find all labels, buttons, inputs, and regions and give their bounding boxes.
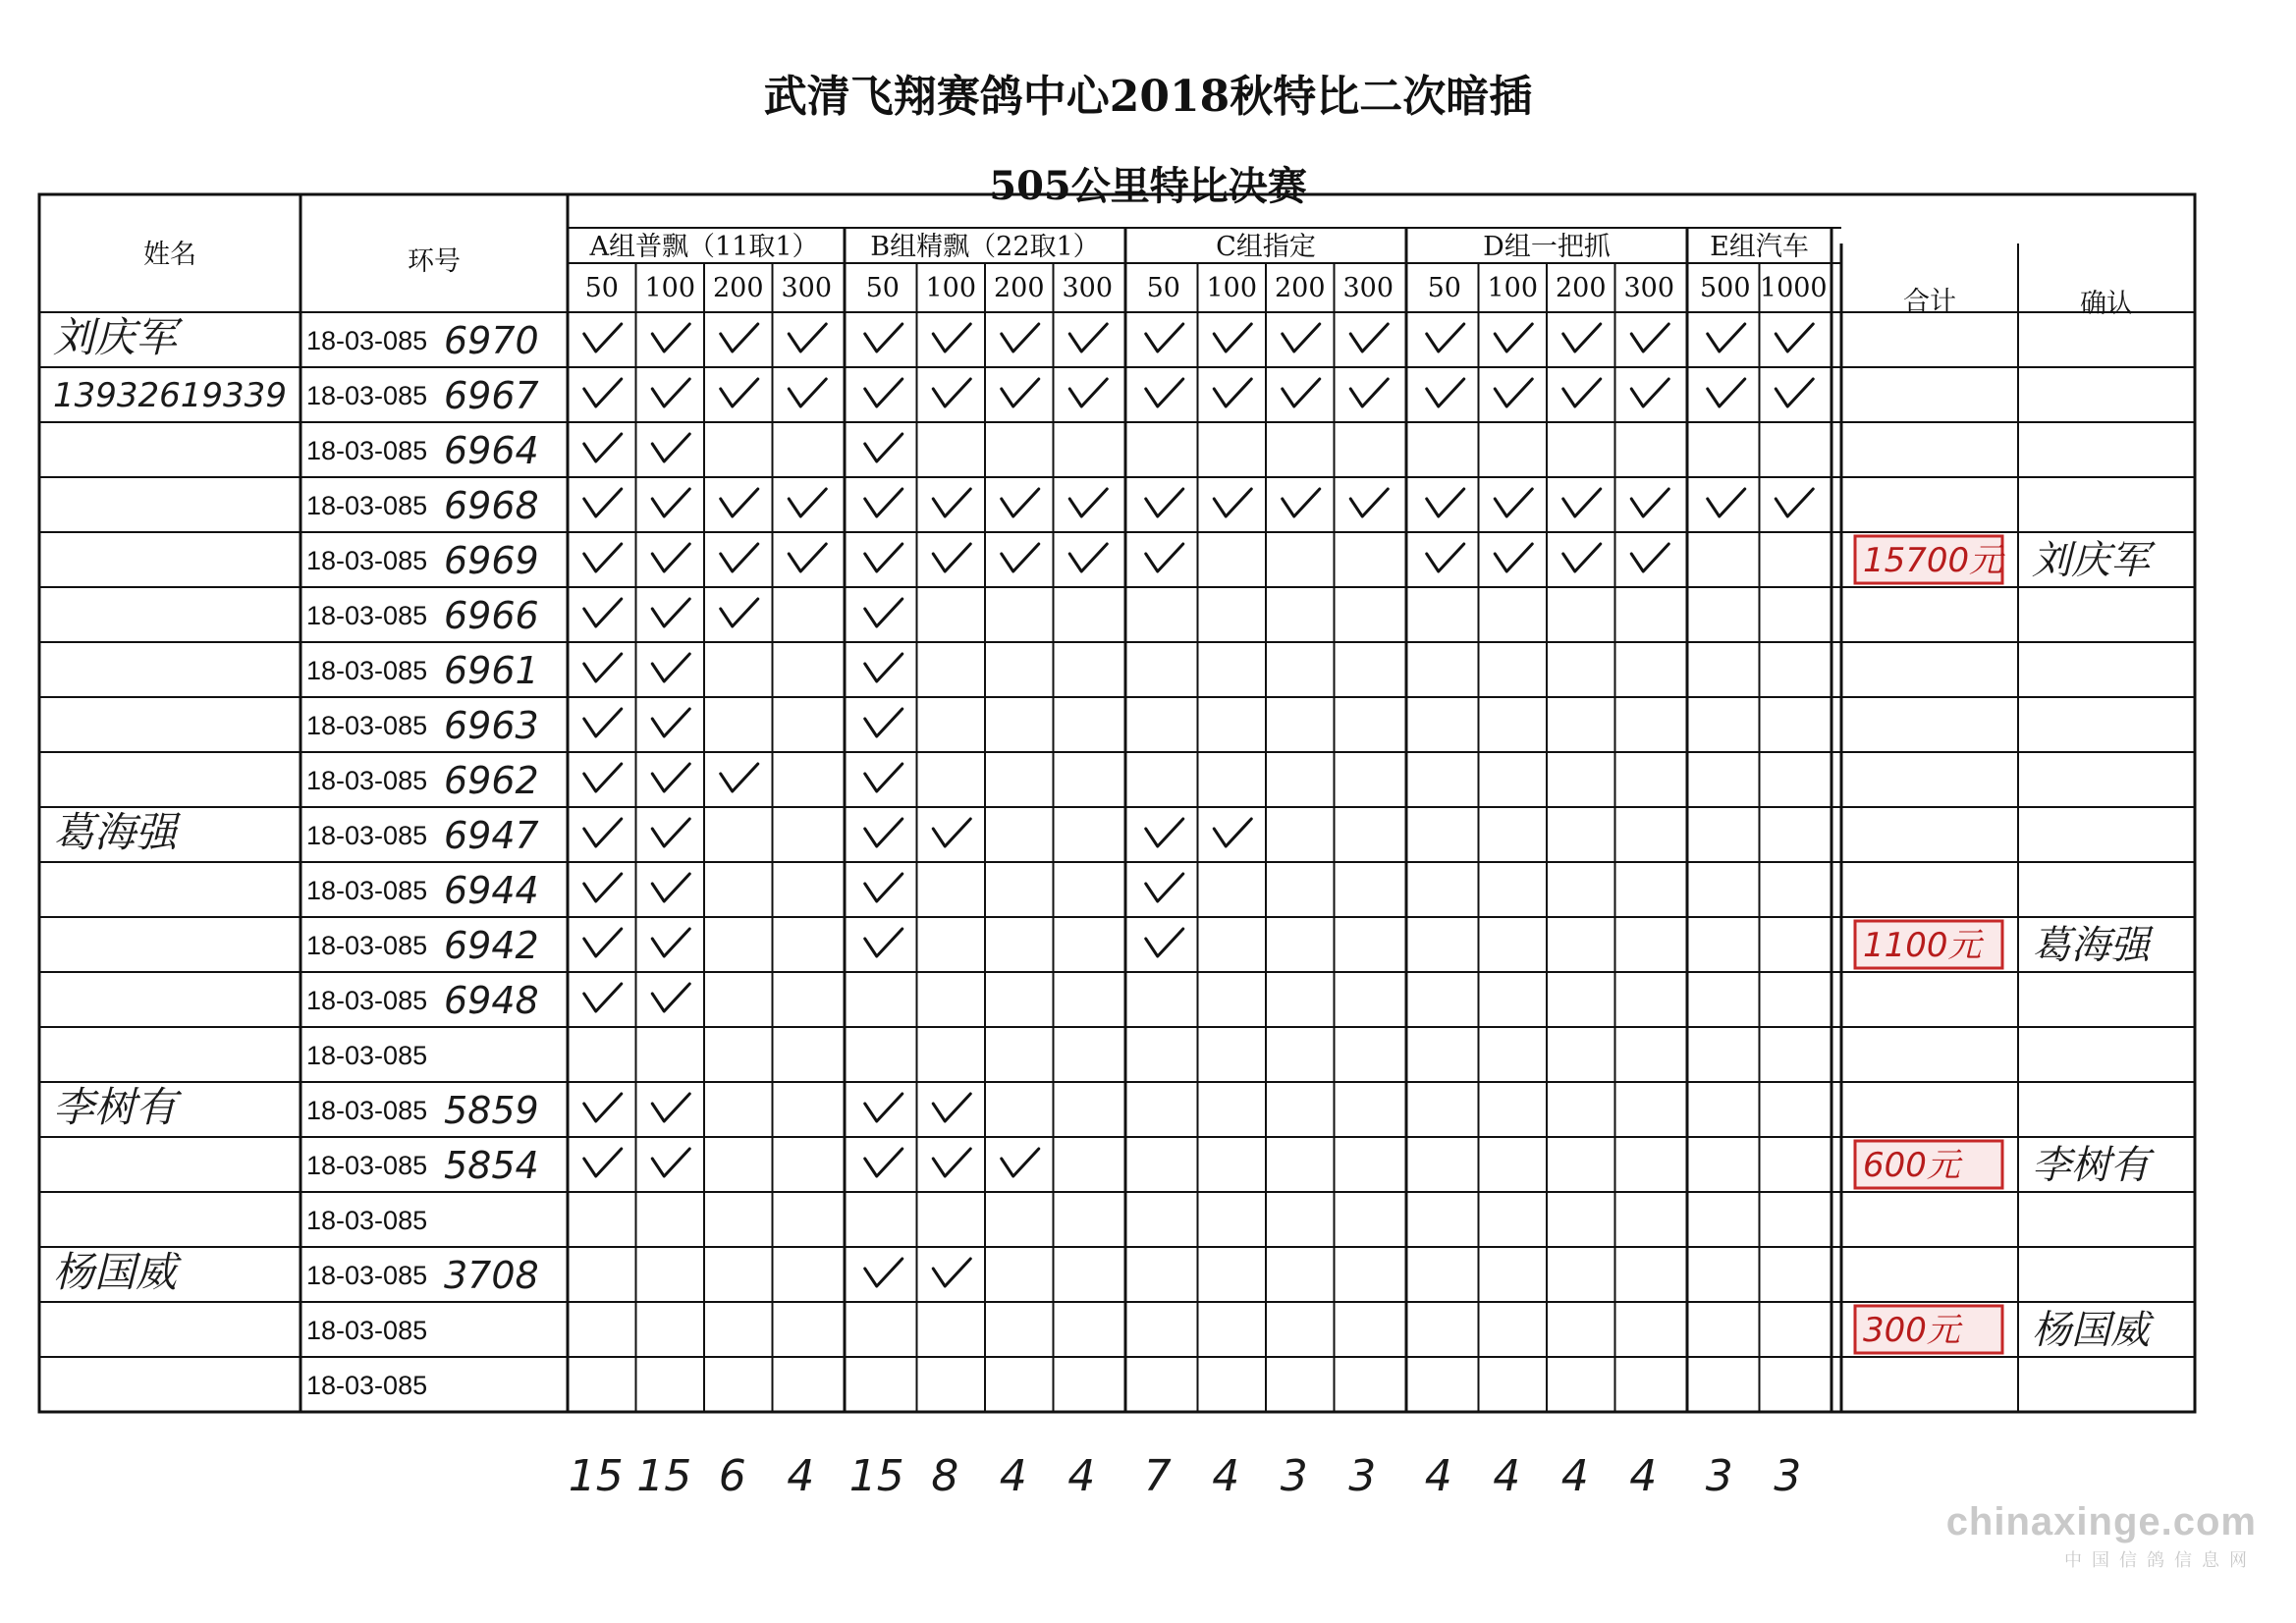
sub-header-50: 50 xyxy=(1146,273,1180,303)
check-mark xyxy=(933,1259,970,1286)
check-mark xyxy=(721,324,758,352)
table-row xyxy=(306,704,902,747)
sub-header-100: 100 xyxy=(1206,273,1258,303)
check-mark xyxy=(584,544,622,571)
column-count: 4 xyxy=(1560,1451,1589,1501)
check-mark xyxy=(1146,874,1183,901)
check-mark xyxy=(865,654,902,681)
sub-header-100: 100 xyxy=(925,273,977,303)
check-mark xyxy=(652,764,689,791)
ring-suffix: 6948 xyxy=(444,979,539,1022)
check-mark xyxy=(652,599,689,626)
table-row xyxy=(306,1144,1039,1187)
check-mark xyxy=(865,1149,902,1176)
header-ring: 环号 xyxy=(408,246,461,277)
check-mark xyxy=(933,819,970,846)
check-mark xyxy=(652,819,689,846)
ring-prefix: 18-03-085 xyxy=(306,1261,428,1290)
check-mark xyxy=(933,324,970,352)
check-mark xyxy=(1069,544,1107,571)
ring-suffix: 6962 xyxy=(444,759,539,802)
check-mark xyxy=(652,434,689,461)
payout-amount: 300元 xyxy=(1863,1311,1960,1350)
check-mark xyxy=(652,929,689,956)
confirm-signature: 刘庆军 xyxy=(2032,538,2150,583)
column-count: 6 xyxy=(718,1451,746,1501)
ring-prefix: 18-03-085 xyxy=(306,1371,428,1400)
table-row xyxy=(306,869,1183,912)
check-mark xyxy=(1283,379,1320,406)
table-row xyxy=(306,429,902,472)
check-mark xyxy=(584,489,622,516)
sub-header-500: 500 xyxy=(1699,273,1751,303)
payout-amount: 1100元 xyxy=(1863,926,1982,965)
table-row xyxy=(306,979,689,1022)
owner-name: 13932619339 xyxy=(53,376,287,415)
check-mark xyxy=(1563,324,1601,352)
ring-prefix: 18-03-085 xyxy=(306,601,428,630)
ring-prefix: 18-03-085 xyxy=(306,711,428,740)
ring-prefix: 18-03-085 xyxy=(306,1151,428,1180)
check-mark xyxy=(584,1149,622,1176)
check-mark xyxy=(1427,324,1464,352)
check-mark xyxy=(584,709,622,736)
column-count: 4 xyxy=(1629,1451,1658,1501)
form-title: 武清飞翔赛鸽中心2018秋特比二次暗插 xyxy=(763,72,1533,122)
check-mark xyxy=(789,379,826,406)
column-count: 3 xyxy=(1705,1451,1733,1501)
ring-suffix: 6968 xyxy=(444,484,539,527)
check-mark xyxy=(584,379,622,406)
check-mark xyxy=(584,324,622,352)
ring-suffix: 6942 xyxy=(444,924,539,967)
ring-suffix: 5854 xyxy=(444,1144,539,1187)
confirm-signature: 杨国威 xyxy=(2032,1308,2150,1353)
payout-entry xyxy=(1855,1306,2155,1353)
column-count: 4 xyxy=(1424,1451,1452,1501)
table-row xyxy=(53,808,1251,857)
ring-suffix: 6966 xyxy=(444,594,539,637)
check-mark xyxy=(933,1094,970,1121)
check-mark xyxy=(865,434,902,461)
check-mark xyxy=(1214,489,1251,516)
check-mark xyxy=(1427,544,1464,571)
form-subtitle: 505公里特比决赛 xyxy=(989,163,1307,209)
table-row xyxy=(53,313,1813,362)
payout-amount: 600元 xyxy=(1863,1146,1960,1185)
sub-header-200: 200 xyxy=(712,273,764,303)
table-row xyxy=(306,484,1813,527)
check-mark xyxy=(865,929,902,956)
ring-prefix: 18-03-085 xyxy=(306,986,428,1015)
check-mark xyxy=(584,1094,622,1121)
payout-amount: 15700元 xyxy=(1863,541,2003,580)
check-mark xyxy=(1069,379,1107,406)
check-mark xyxy=(1002,544,1039,571)
sub-header-300: 300 xyxy=(1623,273,1675,303)
ring-prefix: 18-03-085 xyxy=(306,436,428,465)
header-name: 姓名 xyxy=(143,240,196,270)
watermark-site: chinaxinge.com xyxy=(1945,1500,2257,1543)
ring-prefix: 18-03-085 xyxy=(306,931,428,960)
check-mark xyxy=(1427,379,1464,406)
check-mark xyxy=(721,544,758,571)
column-count: 15 xyxy=(636,1451,692,1501)
check-mark xyxy=(721,489,758,516)
check-mark xyxy=(865,1259,902,1286)
check-mark xyxy=(789,489,826,516)
check-mark xyxy=(721,764,758,791)
sub-header-100: 100 xyxy=(644,273,696,303)
check-mark xyxy=(584,929,622,956)
check-mark xyxy=(865,324,902,352)
check-mark xyxy=(1350,489,1388,516)
ring-suffix: 6970 xyxy=(444,319,539,362)
owner-name: 杨国威 xyxy=(53,1248,178,1296)
column-count: 4 xyxy=(1067,1451,1096,1501)
ring-prefix: 18-03-085 xyxy=(306,1041,428,1070)
check-mark xyxy=(1708,324,1745,352)
ring-suffix: 6961 xyxy=(444,649,539,692)
check-mark xyxy=(1146,379,1183,406)
check-mark xyxy=(721,599,758,626)
check-mark xyxy=(1776,379,1813,406)
check-mark xyxy=(584,434,622,461)
sub-header-300: 300 xyxy=(1342,273,1394,303)
check-mark xyxy=(652,709,689,736)
column-count: 15 xyxy=(848,1451,904,1501)
owner-name: 葛海强 xyxy=(53,808,178,856)
ring-suffix: 6947 xyxy=(444,814,539,857)
check-mark xyxy=(1563,544,1601,571)
check-mark xyxy=(865,544,902,571)
ring-prefix: 18-03-085 xyxy=(306,656,428,685)
table-row xyxy=(306,1041,427,1070)
column-count: 4 xyxy=(1493,1451,1521,1501)
check-mark xyxy=(1350,324,1388,352)
column-count: 3 xyxy=(1280,1451,1308,1501)
check-mark xyxy=(1146,929,1183,956)
ring-suffix: 6967 xyxy=(444,374,539,417)
check-mark xyxy=(865,489,902,516)
table-row xyxy=(306,539,1668,582)
ring-suffix: 6969 xyxy=(444,539,539,582)
check-mark xyxy=(1146,819,1183,846)
header-confirm: 确认 xyxy=(2080,289,2133,319)
check-mark xyxy=(1495,379,1532,406)
table-row xyxy=(53,374,1813,417)
payout-entry xyxy=(1855,1141,2155,1188)
table-row xyxy=(306,1371,427,1400)
check-mark xyxy=(652,654,689,681)
table-row xyxy=(306,649,902,692)
ring-suffix: 6944 xyxy=(444,869,539,912)
watermark-cn: 中国信鸽信息网 xyxy=(2064,1550,2257,1570)
header-total: 合计 xyxy=(1903,287,1956,317)
check-mark xyxy=(1776,489,1813,516)
confirm-signature: 葛海强 xyxy=(2032,923,2150,968)
ring-prefix: 18-03-085 xyxy=(306,1206,428,1235)
sub-header-300: 300 xyxy=(1062,273,1114,303)
column-count: 4 xyxy=(999,1451,1027,1501)
column-count: 8 xyxy=(931,1451,959,1501)
ring-prefix: 18-03-085 xyxy=(306,326,428,355)
table-row xyxy=(306,924,1183,967)
check-mark xyxy=(652,874,689,901)
group-header: E组汽车 xyxy=(1710,232,1809,262)
ring-suffix: 6963 xyxy=(444,704,539,747)
group-header: A组普飘（11取1） xyxy=(589,232,819,262)
group-header: D组一把抓 xyxy=(1483,232,1611,262)
ring-prefix: 18-03-085 xyxy=(306,1096,428,1125)
check-mark xyxy=(1708,489,1745,516)
column-count: 3 xyxy=(1774,1451,1802,1501)
confirm-signature: 李树有 xyxy=(2032,1143,2150,1188)
table-row xyxy=(306,594,902,637)
check-mark xyxy=(1214,324,1251,352)
watermark xyxy=(1946,1500,2257,1572)
column-count: 4 xyxy=(787,1451,815,1501)
column-count: 4 xyxy=(1212,1451,1240,1501)
ring-prefix: 18-03-085 xyxy=(306,876,428,905)
check-mark xyxy=(1146,489,1183,516)
check-mark xyxy=(652,379,689,406)
sub-header-200: 200 xyxy=(1555,273,1607,303)
check-mark xyxy=(584,819,622,846)
check-mark xyxy=(933,489,970,516)
check-mark xyxy=(1495,324,1532,352)
check-mark xyxy=(652,544,689,571)
check-mark xyxy=(1214,379,1251,406)
check-mark xyxy=(1563,379,1601,406)
table-header xyxy=(143,232,2133,319)
ring-prefix: 18-03-085 xyxy=(306,1316,428,1345)
check-mark xyxy=(933,1149,970,1176)
ring-prefix: 18-03-085 xyxy=(306,381,428,410)
check-mark xyxy=(584,654,622,681)
check-mark xyxy=(1146,544,1183,571)
sub-header-50: 50 xyxy=(584,273,619,303)
ring-prefix: 18-03-085 xyxy=(306,546,428,575)
check-mark xyxy=(865,709,902,736)
check-mark xyxy=(865,819,902,846)
check-mark xyxy=(1069,489,1107,516)
column-count: 3 xyxy=(1348,1451,1377,1501)
ring-prefix: 18-03-085 xyxy=(306,821,428,850)
table-row xyxy=(306,1316,427,1345)
table-row xyxy=(53,1248,970,1297)
check-mark xyxy=(865,1094,902,1121)
check-mark xyxy=(789,544,826,571)
check-mark xyxy=(584,599,622,626)
check-mark xyxy=(584,874,622,901)
check-mark xyxy=(1563,489,1601,516)
sub-header-200: 200 xyxy=(993,273,1045,303)
ring-prefix: 18-03-085 xyxy=(306,766,428,795)
check-mark xyxy=(1776,324,1813,352)
group-header: B组精飘（22取1） xyxy=(870,232,1100,262)
sub-header-50: 50 xyxy=(1427,273,1461,303)
check-mark xyxy=(1283,489,1320,516)
check-mark xyxy=(1495,544,1532,571)
check-mark xyxy=(1427,489,1464,516)
check-mark xyxy=(1002,1149,1039,1176)
check-mark xyxy=(652,1149,689,1176)
check-mark xyxy=(933,544,970,571)
sub-header-300: 300 xyxy=(781,273,833,303)
check-mark xyxy=(789,324,826,352)
check-mark xyxy=(652,984,689,1011)
check-mark xyxy=(1708,379,1745,406)
check-mark xyxy=(584,764,622,791)
check-mark xyxy=(584,984,622,1011)
check-mark xyxy=(652,1094,689,1121)
payout-entry xyxy=(1855,536,2156,583)
sub-header-1000: 1000 xyxy=(1759,273,1828,303)
check-mark xyxy=(1631,379,1668,406)
column-count-row xyxy=(569,1451,1802,1501)
ring-suffix: 5859 xyxy=(444,1089,539,1132)
ring-suffix: 3708 xyxy=(444,1254,539,1297)
check-mark xyxy=(1002,489,1039,516)
check-mark xyxy=(1631,489,1668,516)
check-mark xyxy=(865,599,902,626)
ring-prefix: 18-03-085 xyxy=(306,491,428,520)
payout-entry xyxy=(1855,921,2154,968)
check-mark xyxy=(1495,489,1532,516)
check-mark xyxy=(1214,819,1251,846)
owner-name: 刘庆军 xyxy=(53,313,178,361)
check-mark xyxy=(865,379,902,406)
check-mark xyxy=(1002,379,1039,406)
check-mark xyxy=(1146,324,1183,352)
owner-name: 李树有 xyxy=(53,1083,178,1131)
check-mark xyxy=(1283,324,1320,352)
table-row xyxy=(306,1206,427,1235)
check-mark xyxy=(865,764,902,791)
sub-header-200: 200 xyxy=(1274,273,1326,303)
table-row xyxy=(53,1083,970,1132)
check-mark xyxy=(721,379,758,406)
check-mark xyxy=(1631,544,1668,571)
check-mark xyxy=(865,874,902,901)
column-count: 15 xyxy=(568,1451,624,1501)
group-header: C组指定 xyxy=(1216,232,1316,262)
table-row xyxy=(306,759,902,802)
sub-header-100: 100 xyxy=(1487,273,1539,303)
sub-header-50: 50 xyxy=(865,273,900,303)
check-mark xyxy=(933,379,970,406)
ring-suffix: 6964 xyxy=(444,429,539,472)
check-mark xyxy=(652,324,689,352)
check-mark xyxy=(1069,324,1107,352)
check-mark xyxy=(1631,324,1668,352)
column-count: 7 xyxy=(1143,1451,1172,1501)
check-mark xyxy=(1350,379,1388,406)
check-mark xyxy=(652,489,689,516)
check-mark xyxy=(1002,324,1039,352)
